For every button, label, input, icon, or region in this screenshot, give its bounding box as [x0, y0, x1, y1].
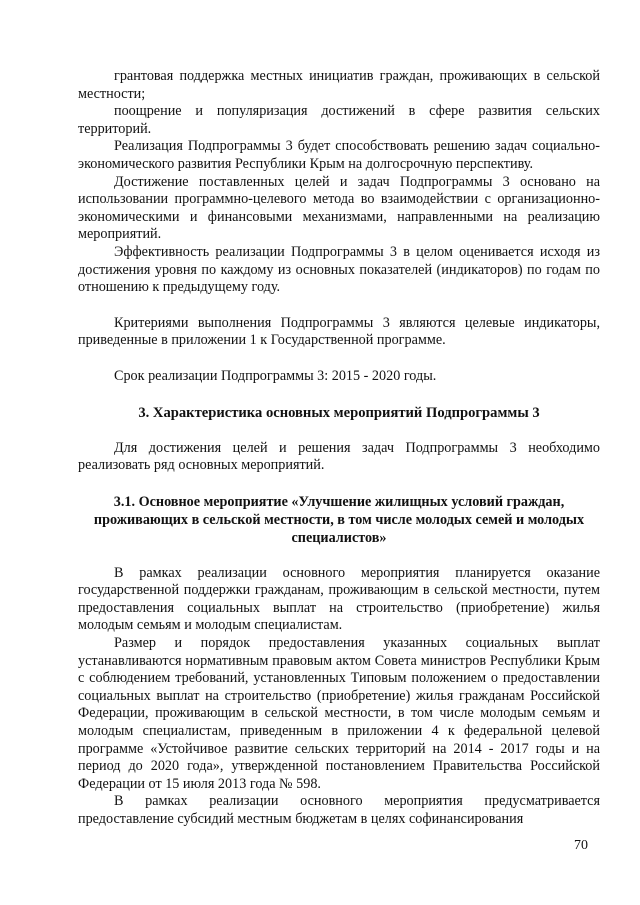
paragraph-payments-order: Размер и порядок предоставления указанных социальных выплат устанавливаются нормативным правовым актом Совета министров Республики Крым с соблюдением требований, установленных Типовым положением о предоставлении социальных выплат на строительство (приобретение) жилья гражданам Российской Федерации, проживающим в сельской местности, в том числе молодым семьям и молодым специалистам, приведенным в приложении 4 к федеральной целевой программе «Устойчивое развитие сельских территорий на 2014 - 2017 годы и на период до 2020 года», утвержденной постановлением Правительства Российской Федерации от 15 июля 2013 года № 598.: [78, 635, 600, 792]
paragraph-section-intro: Для достижения целей и решения задач Подпрограммы 3 необходимо реализовать ряд основных мероприятий.: [78, 439, 600, 474]
spacer: [78, 422, 600, 440]
paragraph-state-support: В рамках реализации основного мероприятия планируется оказание государственной поддержки гражданам, проживающим в сельской местности, путем предоставления социальных выплат на строительство (приобретение) жилья молодым семьям и молодым специалистам.: [78, 564, 600, 634]
paragraph-goals-achievement: Достижение поставленных целей и задач Подпрограммы 3 основано на использовании программно-целевого метода во взаимодействии с организационно-экономическими и финансовыми механизмами, направленными на реализацию мероприятий.: [78, 173, 600, 243]
paragraph-encouragement: поощрение и популяризация достижений в сфере развития сельских территорий.: [78, 103, 600, 137]
subsection-heading: 3.1. Основное мероприятие «Улучшение жилищных условий граждан, проживающих в сельской местности, в том числе молодых семей и молодых специалистов»: [93, 493, 585, 546]
paragraph-grant-support: грантовая поддержка местных инициатив граждан, проживающих в сельской местности;: [78, 68, 600, 102]
spacer: [78, 475, 600, 493]
spacer: [78, 386, 600, 404]
paragraph-subsidies: В рамках реализации основного мероприятия предусматривается предоставление субсидий местным бюджетам в целях софинансирования: [78, 793, 600, 827]
paragraph-term: Срок реализации Подпрограммы 3: 2015 - 2020 годы.: [114, 367, 437, 384]
paragraph-criteria: Критериями выполнения Подпрограммы 3 являются целевые индикаторы, приведенные в приложении 1 к Государственной программе.: [78, 314, 600, 349]
page-content: [78, 68, 600, 829]
page-number: 70: [574, 838, 588, 853]
spacer: [78, 350, 600, 368]
paragraph-implementation: Реализация Подпрограммы 3 будет способствовать решению задач социально-экономического развития Республики Крым на долгосрочную перспективу.: [78, 138, 600, 172]
spacer: [78, 547, 600, 565]
section-heading: 3. Характеристика основных мероприятий Подпрограммы 3: [138, 404, 540, 421]
spacer: [78, 297, 600, 315]
paragraph-efficiency: Эффективность реализации Подпрограммы 3 в целом оценивается исходя из достижения уровня по каждому из основных показателей (индикаторов) по годам по отношению к предыдущему году.: [78, 243, 600, 296]
